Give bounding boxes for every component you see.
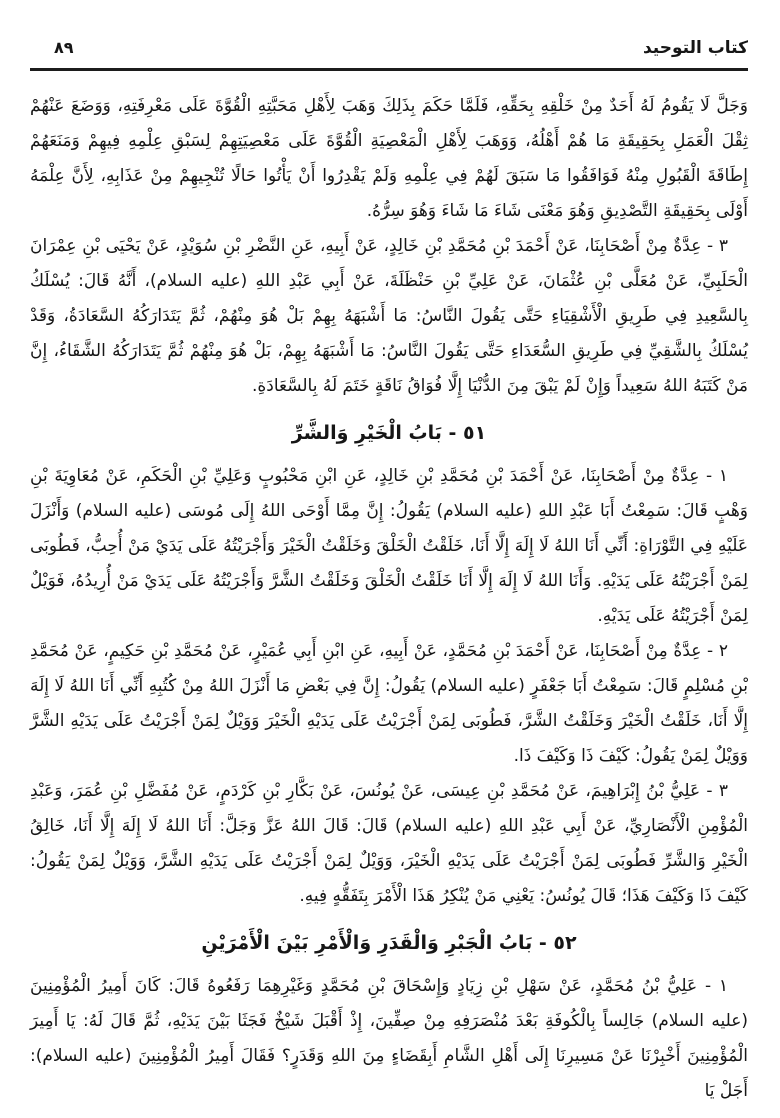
page-body [30, 89, 748, 1109]
hadith-paragraph-51-2: ٢ - عِدَّةٌ مِنْ أَصْحَابِنَا، عَنْ أَحْمَدَ بْنِ مُحَمَّدٍ، عَنْ أَبِيهِ، عَنِ ابْنِ أَبِي عُمَيْرٍ، عَنْ مُحَمَّدِ بْنِ حَكِيمٍ، عَنْ مُحَمَّدِ بْنِ مُسْلِمٍ قَالَ: سَمِعْتُ أَبَا جَعْفَرٍ (عليه السلام) يَقُولُ: إِنَّ فِي بَعْضِ مَا أَنْزَلَ اللهُ مِنْ كُتُبِهِ أَنِّي أَنَا اللهُ لَا إِلَهَ إِلَّا أَنَا، خَلَقْتُ الْخَيْرَ وَخَلَقْتُ الشَّرَّ، فَطُوبَى لِمَنْ أَجْرَيْتُ عَلَى يَدَيْهِ الْخَيْرَ وَوَيْلٌ لِمَنْ أَجْرَيْتُ عَلَى يَدَيْهِ الشَّرَّ وَوَيْلٌ لِمَنْ يَقُولُ: كَيْفَ ذَا وَكَيْفَ ذَا. [30, 641, 748, 766]
book-title: كتاب التوحيد [642, 38, 748, 58]
hadith-paragraph-51-1: ١ - عِدَّةٌ مِنْ أَصْحَابِنَا، عَنْ أَحْمَدَ بْنِ مُحَمَّدِ بْنِ خَالِدٍ، عَنِ ابْنِ مَحْبُوبٍ وَعَلِيِّ بْنِ الْحَكَمِ، عَنْ مُعَاوِيَةَ بْنِ وَهْبٍ قَالَ: سَمِعْتُ أَبَا عَبْدِ اللهِ (عليه السلام) يَقُولُ: إِنَّ مِمَّا أَوْحَى اللهُ إِلَى مُوسَى (عليه السلام) وَأَنْزَلَ عَلَيْهِ فِي التَّوْرَاةِ: أَنِّي أَنَا اللهُ لَا إِلَهَ إِلَّا أَنَا، خَلَقْتُ الْخَلْقَ وَخَلَقْتُ الْخَيْرَ وَأَجْرَيْتُهُ عَلَى يَدَيْ مَنْ أُحِبُّ، فَطُوبَى لِمَنْ أَجْرَيْتُهُ عَلَى يَدَيْهِ. وَأَنَا اللهُ لَا إِلَهَ إِلَّا أَنَا خَلَقْتُ الْخَلْقَ وَخَلَقْتُ الشَّرَّ وَأَجْرَيْتُهُ عَلَى يَدَيْ مَنْ أُرِيدُهُ، فَوَيْلٌ لِمَنْ أَجْرَيْتُهُ عَلَى يَدَيْهِ. [30, 466, 748, 626]
chapter-heading-52: ٥٢ - بَابُ الْجَبْرِ وَالْقَدَرِ وَالْأَمْرِ بَيْنَ الْأَمْرَيْنِ [201, 932, 577, 954]
hadith-paragraph-51-3: ٣ - عَلِيُّ بْنُ إِبْرَاهِيمَ، عَنْ مُحَمَّدِ بْنِ عِيسَى، عَنْ يُونُسَ، عَنْ بَكَّارِ بْنِ كَرْدَمٍ، عَنْ مُفَضَّلِ بْنِ عُمَرَ، وَعَبْدِ الْمُؤْمِنِ الْأَنْصَارِيِّ، عَنْ أَبِي عَبْدِ اللهِ (عليه السلام) قَالَ: قَالَ اللهُ عَزَّ وَجَلَّ: أَنَا اللهُ لَا إِلَهَ إِلَّا أَنَا، خَالِقُ الْخَيْرِ وَالشَّرِّ فَطُوبَى لِمَنْ أَجْرَيْتُ عَلَى يَدَيْهِ الْخَيْرَ، وَوَيْلٌ لِمَنْ أَجْرَيْتُ عَلَى يَدَيْهِ الشَّرَّ، وَوَيْلٌ لِمَنْ يَقُولُ: كَيْفَ ذَا وَكَيْفَ هَذَا؛ قَالَ يُونُسُ: يَعْنِي مَنْ يُنْكِرُ هَذَا الْأَمْرَ بِتَفَقُّهٍ فِيهِ. [30, 781, 748, 906]
paragraph-continuation: وَجَلَّ لَا يَقُومُ لَهُ أَحَدٌ مِنْ خَلْقِهِ بِحَقِّهِ، فَلَمَّا حَكَمَ بِذَلِكَ وَهَبَ لِأَهْلِ مَحَبَّتِهِ الْقُوَّةَ عَلَى مَعْرِفَتِهِ، وَوَضَعَ عَنْهُمْ ثِقْلَ الْعَمَلِ بِحَقِيقَةِ مَا هُمْ أَهْلُهُ، وَوَهَبَ لِأَهْلِ الْمَعْصِيَةِ الْقُوَّةَ عَلَى مَعْصِيَتِهِمْ لِسَبْقِ عِلْمِهِ فِيهِمْ وَمَنَعَهُمْ إِطَاقَةَ الْقَبُولِ مِنْهُ فَوَافَقُوا مَا سَبَقَ لَهُمْ فِي عِلْمِهِ وَلَمْ يَقْدِرُوا أَنْ يَأْتُوا حَالًا تُنْجِيهِمْ مِنْ عَذَابِهِ، لِأَنَّ عِلْمَهُ أَوْلَى بِحَقِيقَةِ التَّصْدِيقِ وَهُوَ مَعْنَى شَاءَ مَا شَاءَ وَهُوَ سِرُّهُ. [30, 96, 748, 221]
header-rule [30, 68, 748, 71]
chapter-heading-51: ٥١ - بَابُ الْخَيْرِ وَالشَّرِّ [291, 422, 487, 444]
page-header [30, 34, 748, 64]
hadith-paragraph-3: ٣ - عِدَّةٌ مِنْ أَصْحَابِنَا، عَنْ أَحْمَدَ بْنِ مُحَمَّدِ بْنِ خَالِدٍ، عَنْ أَبِيهِ، عَنِ النَّضْرِ بْنِ سُوَيْدٍ، عَنْ يَحْيَى بْنِ عِمْرَانَ الْحَلَبِيِّ، عَنْ مُعَلَّى بْنِ عُثْمَانَ، عَنْ عَلِيِّ بْنِ حَنْظَلَةَ، عَنْ أَبِي عَبْدِ اللهِ (عليه السلام)، أَنَّهُ قَالَ: يُسْلَكُ بِالسَّعِيدِ فِي طَرِيقِ الْأَشْقِيَاءِ حَتَّى يَقُولَ النَّاسُ: مَا أَشْبَهَهُ بِهِمْ بَلْ هُوَ مِنْهُمْ، ثُمَّ يَتَدَارَكُهُ السَّعَادَةُ، وَقَدْ يُسْلَكُ بِالشَّقِيِّ فِي طَرِيقِ السُّعَدَاءِ حَتَّى يَقُولَ النَّاسُ: مَا أَشْبَهَهُ بِهِمْ، بَلْ هُوَ مِنْهُمْ ثُمَّ يَتَدَارَكُهُ الشَّقَاءُ، إِنَّ مَنْ كَتَبَهُ اللهُ سَعِيداً وَإِنْ لَمْ يَبْقَ مِنَ الدُّنْيَا إِلَّا فُوَاقُ نَاقَةٍ خَتَمَ لَهُ بِالسَّعَادَةِ. [30, 236, 748, 396]
page-number: ٨٩ [54, 38, 74, 57]
hadith-paragraph-52-1: ١ - عَلِيُّ بْنُ مُحَمَّدٍ، عَنْ سَهْلِ بْنِ زِيَادٍ وَإِسْحَاقَ بْنِ مُحَمَّدٍ وَغَيْرِهِمَا رَفَعُوهُ قَالَ: كَانَ أَمِيرُ الْمُؤْمِنِينَ (عليه السلام) جَالِساً بِالْكُوفَةِ بَعْدَ مُنْصَرَفِهِ مِنْ صِفِّينَ، إِذْ أَقْبَلَ شَيْخٌ فَجَثَا بَيْنَ يَدَيْهِ، ثُمَّ قَالَ لَهُ: يَا أَمِيرَ الْمُؤْمِنِينَ أَخْبِرْنَا عَنْ مَسِيرِنَا إِلَى أَهْلِ الشَّامِ أَبِقَضَاءٍ مِنَ اللهِ وَقَدَرٍ؟ فَقَالَ أَمِيرُ الْمُؤْمِنِينَ (عليه السلام): أَجَلْ يَا [30, 976, 748, 1101]
